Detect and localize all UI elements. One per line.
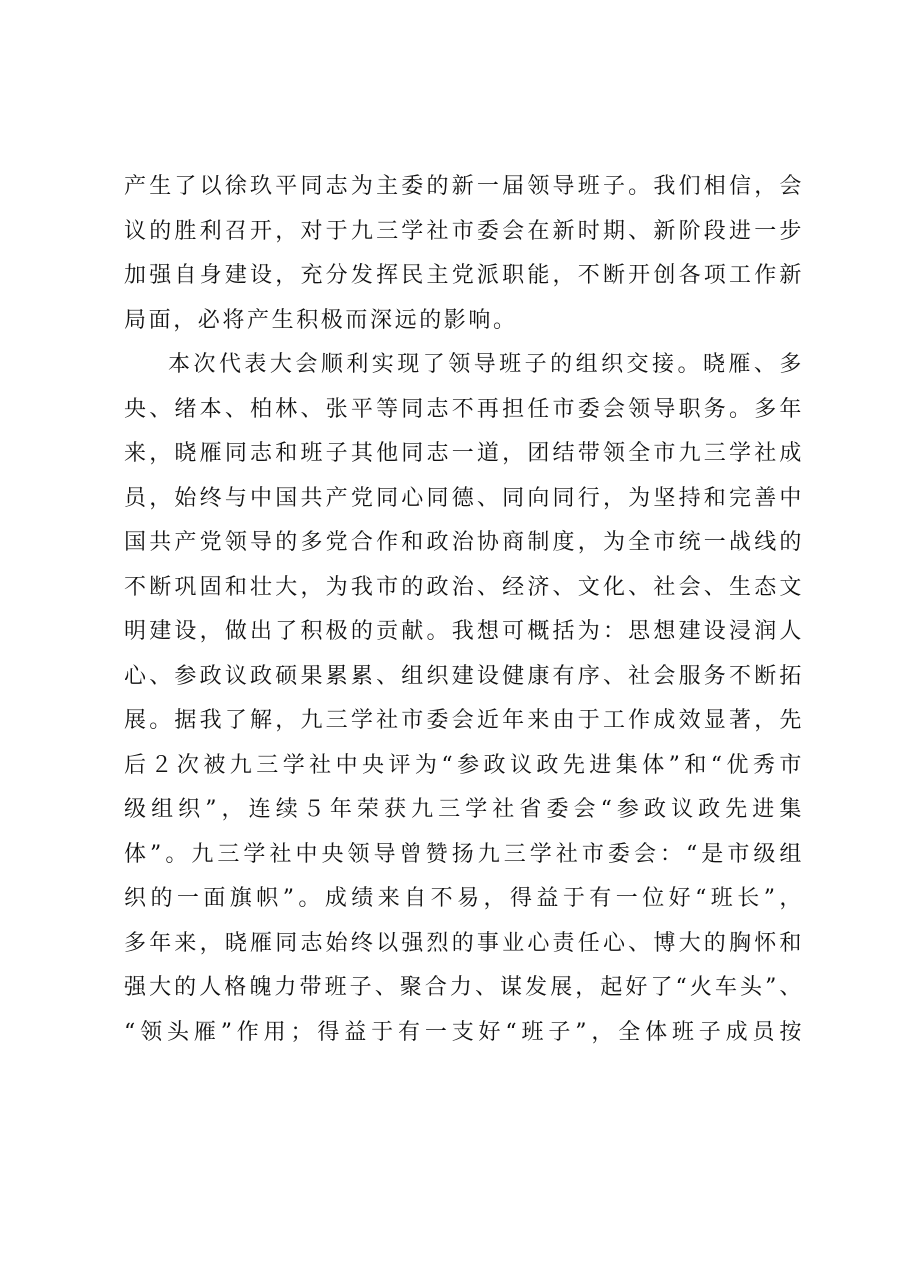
- text-line: 议的胜利召开，对于九三学社市委会在新时期、新阶段进一步: [124, 218, 804, 244]
- text-line: 央、绪本、柏林、张平等同志不再担任市委会领导职务。多年: [124, 396, 804, 422]
- text-line: 强大的人格魄力带班子、聚合力、谋发展，起好了“火车头”、: [124, 975, 804, 1000]
- text-line: 明建设，做出了积极的贡献。我想可概括为：思想建设浸润人: [124, 619, 804, 644]
- text-line: 织的一面旗帜”。成绩来自不易，得益于有一位好“班长”，: [124, 886, 804, 911]
- document-body: [124, 165, 804, 1055]
- text-line: 员，始终与中国共产党同心同德、同向同行，为坚持和完善中: [124, 485, 804, 511]
- text-line: 展。据我了解，九三学社市委会近年来由于工作成效显著，先: [124, 708, 804, 733]
- text-line: 后２次被九三学社中央评为“参政议政先进集体”和“优秀市: [124, 752, 804, 778]
- text-line: 局面，必将产生积极而深远的影响。: [124, 307, 518, 333]
- text-line: 不断巩固和壮大，为我市的政治、经济、文化、社会、生态文: [124, 574, 804, 600]
- text-line: 国共产党领导的多党合作和政治协商制度，为全市统一战线的: [124, 530, 804, 555]
- text-line: 体”。九三学社中央领导曾赞扬九三学社市委会：“是市级组: [124, 841, 804, 867]
- text-line: 本次代表大会顺利实现了领导班子的组织交接。晓雁、多: [168, 352, 804, 377]
- text-line: 产生了以徐玖平同志为主委的新一届领导班子。我们相信，会: [124, 174, 804, 199]
- paragraph-1: [124, 165, 804, 343]
- text-line: 级组织”，连续５年荣获九三学社省委会“参政议政先进集: [124, 797, 804, 822]
- text-line: 心、参政议政硕果累累、组织建设健康有序、社会服务不断拓: [124, 663, 804, 689]
- paragraph-2: [124, 343, 804, 1055]
- text-line: 多年来，晓雁同志始终以强烈的事业心责任心、博大的胸怀和: [124, 930, 804, 956]
- text-line: 来，晓雁同志和班子其他同志一道，团结带领全市九三学社成: [124, 441, 804, 466]
- text-line: “领头雁”作用；得益于有一支好“班子”，全体班子成员按: [124, 1019, 804, 1045]
- text-line: 加强自身建设，充分发挥民主党派职能，不断开创各项工作新: [124, 263, 804, 288]
